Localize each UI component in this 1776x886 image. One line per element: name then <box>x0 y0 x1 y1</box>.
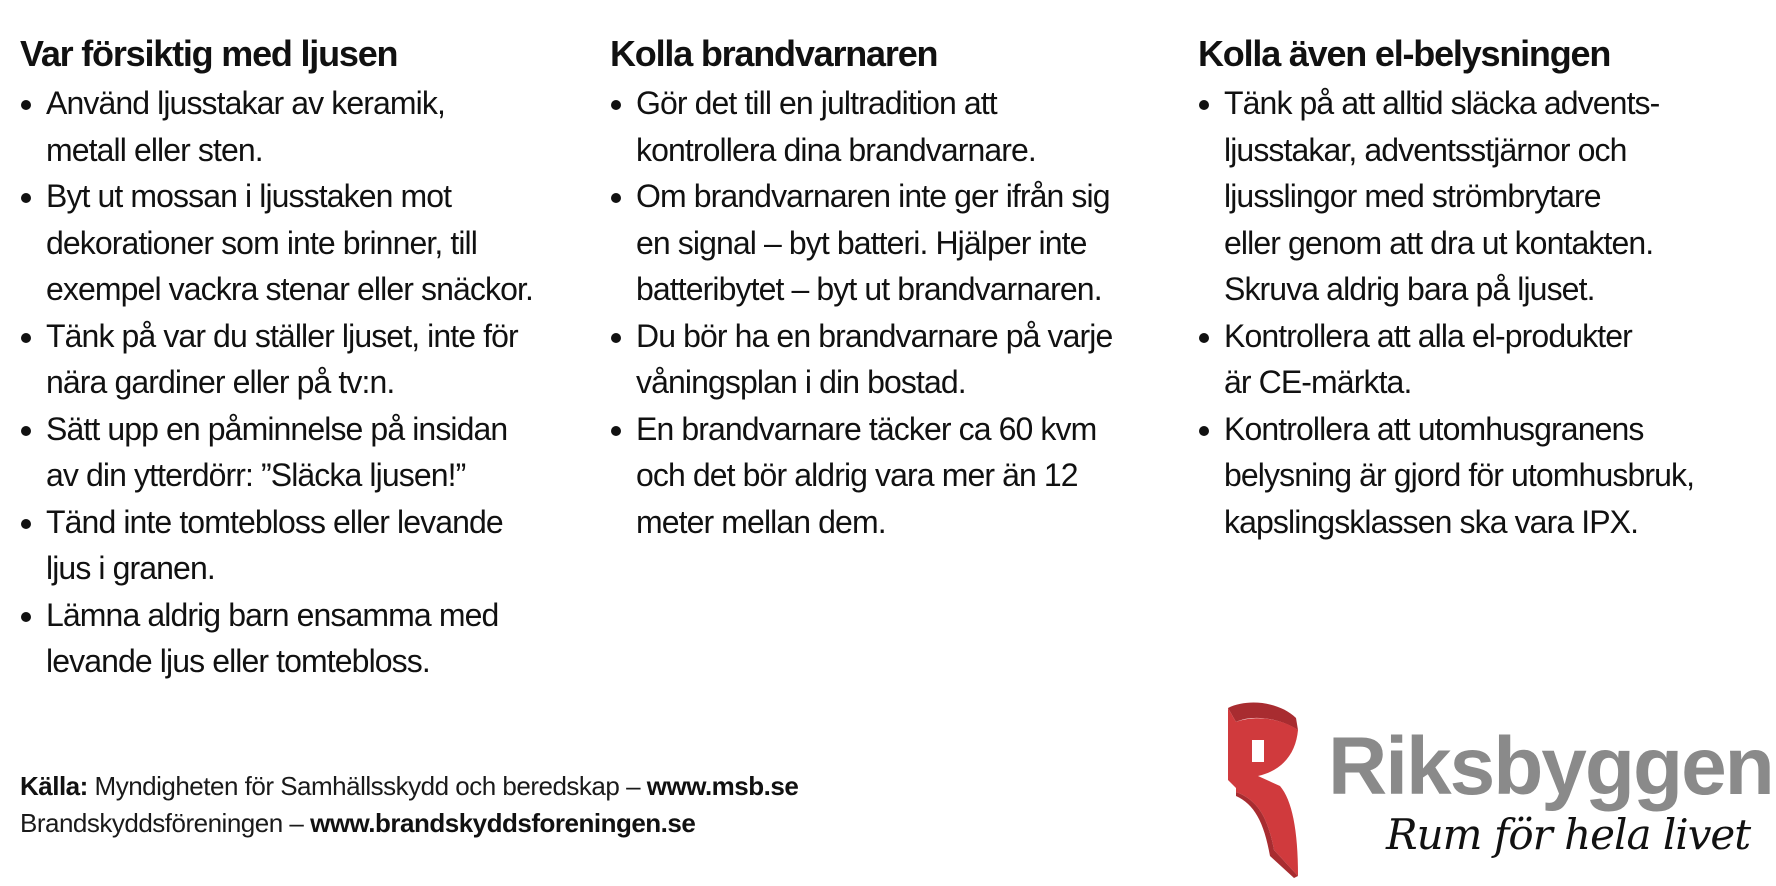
item-line: Tänk på var du ställer ljuset, inte för <box>46 317 518 354</box>
bullet-icon <box>611 100 621 110</box>
brand-tagline: Rum för hela livet <box>1386 810 1751 859</box>
bullet-icon <box>21 612 31 622</box>
tips-list <box>20 80 580 685</box>
item-line: Lämna aldrig barn ensamma med <box>46 596 499 633</box>
bullet-icon <box>1199 426 1209 436</box>
item-line: Kontrollera att alla el-produkter <box>1224 317 1632 354</box>
bullet-icon <box>611 193 621 203</box>
source-text: Brandskyddsföreningen – <box>20 808 311 838</box>
list-item <box>610 406 1170 546</box>
bullet-icon <box>21 519 31 529</box>
column-candles <box>20 30 580 685</box>
source-line-brandskydd <box>20 805 798 842</box>
item-line: Skruva aldrig bara på ljuset. <box>1224 271 1595 307</box>
list-item <box>610 173 1170 313</box>
column-heading: Kolla brandvarnaren <box>610 33 938 74</box>
list-item <box>20 313 580 406</box>
bullet-icon <box>611 333 621 343</box>
item-line: eller genom att dra ut kontakten. <box>1224 224 1654 261</box>
item-line: meter mellan dem. <box>636 503 886 540</box>
item-line: Gör det till en jultradition att <box>636 85 997 121</box>
item-line: nära gardiner eller på tv:n. <box>46 364 395 400</box>
column-heading: Kolla även el-belysningen <box>1198 33 1611 74</box>
list-item <box>610 80 1170 173</box>
column-smoke-detector <box>610 30 1170 545</box>
item-line: kapslingsklassen ska vara IPX. <box>1224 503 1639 540</box>
item-line: exempel vackra stenar eller snäckor. <box>46 271 533 307</box>
riksbyggen-logo <box>1218 700 1773 880</box>
source-text: Myndigheten för Samhällsskydd och beredskap – <box>87 771 647 801</box>
bullet-icon <box>21 333 31 343</box>
item-line: Byt ut mossan i ljusstaken mot <box>46 178 452 214</box>
list-item <box>20 173 580 313</box>
item-line: kontrollera dina brandvarnare. <box>636 131 1036 168</box>
item-line: ljus i granen. <box>46 550 215 586</box>
item-line: belysning är gjord för utomhusbruk, <box>1224 457 1695 493</box>
source-line-msb <box>20 768 798 805</box>
bullet-icon <box>21 193 31 203</box>
list-item <box>20 499 580 592</box>
item-line: levande ljus eller tomtebloss. <box>46 643 430 679</box>
list-item <box>20 80 580 173</box>
item-line: våningsplan i din bostad. <box>636 364 966 400</box>
item-line: ljusstakar, adventsstjärnor och <box>1224 131 1627 168</box>
column-electric-lighting <box>1198 30 1768 545</box>
list-item <box>1198 313 1768 406</box>
source-link-brandskydd[interactable]: www.brandskyddsforeningen.se <box>310 808 696 838</box>
bullet-icon <box>1199 100 1209 110</box>
list-item <box>20 592 580 685</box>
bullet-icon <box>611 426 621 436</box>
bullet-icon <box>21 100 31 110</box>
item-line: Kontrollera att utomhusgranens <box>1224 410 1644 447</box>
item-line: Sätt upp en påminnelse på insidan <box>46 410 508 447</box>
sources <box>20 768 798 842</box>
riksbyggen-mark-icon <box>1218 700 1318 880</box>
item-line: Tänd inte tomtebloss eller levande <box>46 503 503 540</box>
source-link-msb[interactable]: www.msb.se <box>646 771 799 801</box>
item-line: batteribytet – byt ut brandvarnaren. <box>636 271 1102 307</box>
column-heading: Var försiktig med ljusen <box>20 33 398 74</box>
list-item <box>1198 406 1768 546</box>
item-line: En brandvarnare täcker ca 60 kvm <box>636 410 1097 447</box>
bullet-icon <box>1199 333 1209 343</box>
source-label: Källa: <box>20 771 88 801</box>
item-line: ljusslingor med strömbrytare <box>1224 178 1601 214</box>
bullet-icon <box>21 426 31 436</box>
item-line: dekorationer som inte brinner, till <box>46 224 477 261</box>
tips-list <box>610 80 1170 545</box>
item-line: Om brandvarnaren inte ger ifrån sig <box>636 178 1110 214</box>
list-item <box>20 406 580 499</box>
tips-list <box>1198 80 1768 545</box>
item-line: av din ytterdörr: ”Släcka ljusen!” <box>46 457 466 493</box>
item-line: Tänk på att alltid släcka advents- <box>1224 85 1660 121</box>
list-item <box>610 313 1170 406</box>
item-line: är CE-märkta. <box>1224 364 1412 400</box>
item-line: metall eller sten. <box>46 131 263 168</box>
item-line: en signal – byt batteri. Hjälper inte <box>636 224 1087 261</box>
list-item <box>1198 80 1768 313</box>
item-line: Du bör ha en brandvarnare på varje <box>636 317 1113 354</box>
brand-name: Riksbyggen <box>1328 721 1773 812</box>
item-line: Använd ljusstakar av keramik, <box>46 85 445 121</box>
item-line: och det bör aldrig vara mer än 12 <box>636 457 1078 493</box>
